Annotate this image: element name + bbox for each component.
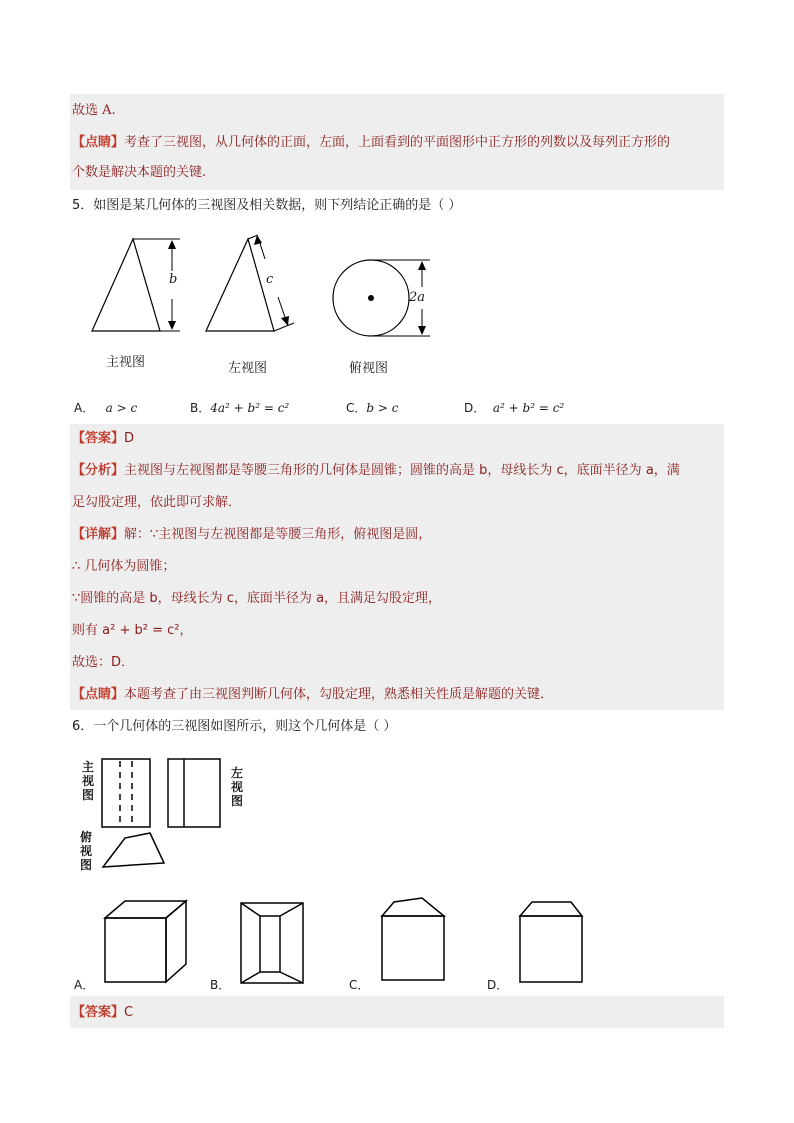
q6-left-view-label: 左 视 图	[230, 766, 243, 808]
q5-option-b: B．4a² + b² = c²	[190, 401, 290, 415]
q5-comment: 【点睛】本题考查了由三视图判断几何体，勾股定理，熟悉相关性质是解题的关键．	[72, 687, 554, 702]
q6-option-d-figure	[516, 898, 588, 986]
q5-detail-line1: 【详解】解：∵主视图与左视图都是等腰三角形，俯视图是圆，	[72, 527, 432, 542]
prev-comment-line2: 个数是解决本题的关键.	[72, 165, 207, 180]
q5-analysis-line1: 【分析】主视图与左视图都是等腰三角形的几何体是圆锥；圆锥的高是 b，母线长为 c，底面半径为 a，满	[72, 463, 680, 478]
q5-option-d: D． a² + b² = c²	[464, 401, 565, 415]
q5-option-a: A． a > c	[74, 401, 138, 415]
q6-front-view-label: 主 视 图	[81, 760, 94, 802]
q5-top-view-label: 俯视图	[349, 361, 389, 376]
q5-option-c: C．b > c	[346, 401, 399, 415]
q5-detail-line2: ∴ 几何体为圆锥；	[72, 559, 176, 574]
q6-option-c-label: C．	[349, 978, 370, 992]
q5-answer: 【答案】D	[72, 431, 135, 446]
q6-option-d-label: D．	[487, 978, 509, 992]
prev-comment-line1: 【点睛】考查了三视图，从几何体的正面，左面，上面看到的平面图形中正方形的列数以及每列正方形的	[72, 135, 671, 150]
q5-dim-b: b	[169, 272, 178, 287]
q6-option-a-figure	[100, 898, 192, 986]
q5-left-view-triangle	[206, 239, 274, 331]
q5-detail-line4: 则有 a² + b² = c²，	[72, 623, 193, 638]
q5-left-view-label: 左视图	[228, 361, 268, 376]
q6-top-view-label: 俯 视 图	[79, 830, 92, 872]
q5-dim-c: c	[266, 272, 274, 287]
q6-answer-block	[70, 996, 724, 1028]
q6-option-b-label: B．	[210, 978, 231, 992]
q6-option-a-label: A．	[74, 978, 95, 992]
q5-analysis-line2: 足勾股定理，依此即可求解．	[72, 495, 242, 510]
q5-dim-2a: 2a	[409, 290, 426, 305]
q6-top-view-trapezoid	[103, 833, 164, 867]
q6-front-view-rect	[102, 759, 150, 827]
q5-front-view-triangle	[92, 239, 160, 331]
q5-stem: 5．如图是某几何体的三视图及相关数据，则下列结论正确的是（ ）	[72, 198, 462, 213]
q6-answer: 【答案】C	[72, 1005, 134, 1020]
q6-option-b-figure	[238, 900, 308, 988]
q5-detail-line3: ∵圆锥的高是 b，母线长为 c，底面半径为 a，且满足勾股定理，	[72, 591, 442, 606]
q5-three-views	[80, 225, 450, 345]
q5-front-view-label: 主视图	[106, 355, 146, 370]
q5-detail-line5: 故选：D．	[72, 655, 135, 670]
q6-left-view-rect	[168, 759, 220, 827]
q6-stem: 6．一个几何体的三视图如图所示，则这个几何体是（ ）	[72, 719, 397, 734]
q6-option-c-figure	[378, 894, 450, 986]
q6-three-views	[100, 755, 230, 875]
prev-conclusion: 故选 A.	[72, 103, 116, 118]
